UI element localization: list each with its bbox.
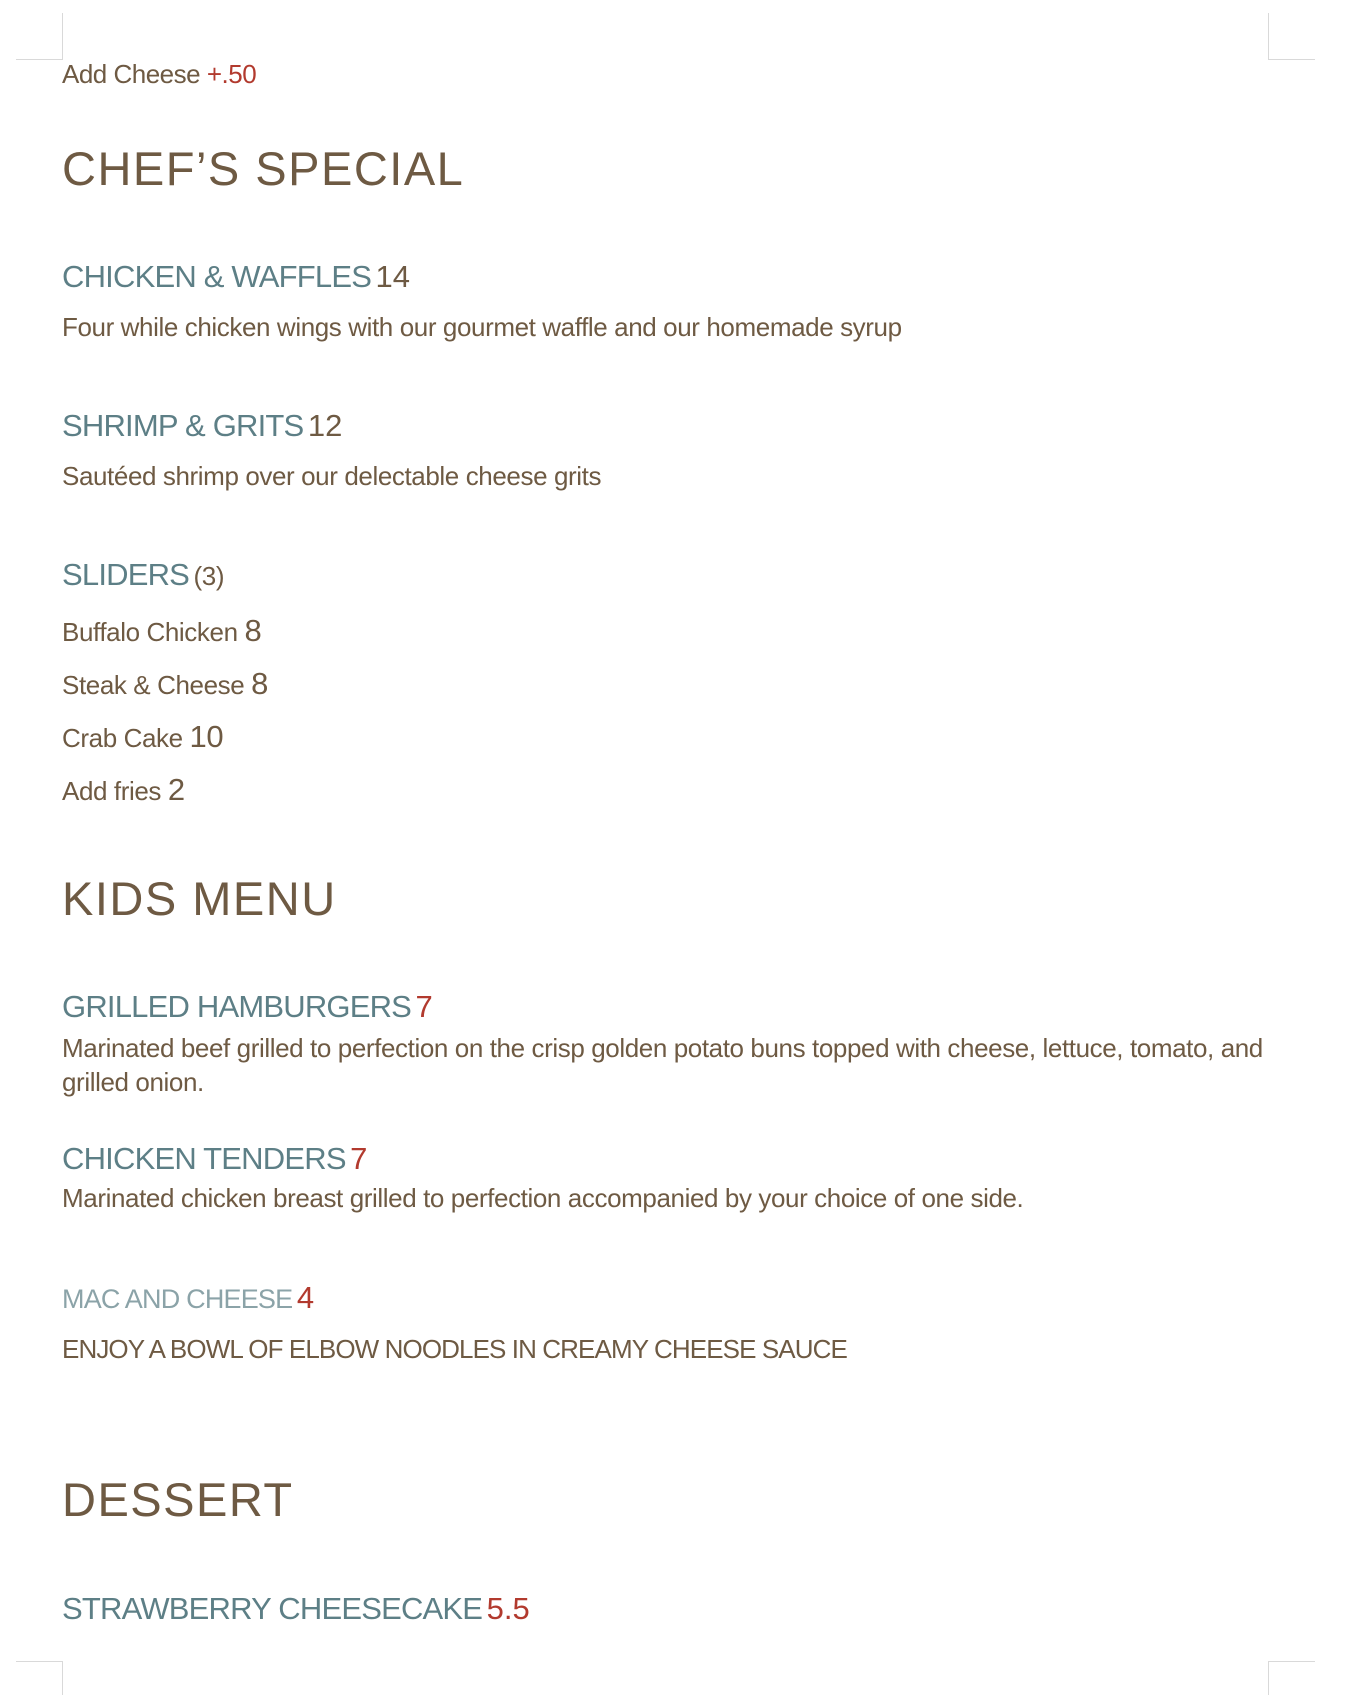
item-name: CHICKEN TENDERS xyxy=(62,1141,346,1176)
item-name: CHICKEN & WAFFLES xyxy=(62,259,372,294)
crop-mark-bottom-left xyxy=(16,1661,63,1695)
slider-option xyxy=(62,613,261,649)
item-price: 4 xyxy=(296,1280,315,1315)
item-description: Four while chicken wings with our gourmet waffle and our homemade syrup xyxy=(62,312,902,342)
slider-option-price: 8 xyxy=(244,613,262,648)
item-description: Marinated chicken breast grilled to perfection accompanied by your choice of one side. xyxy=(62,1183,1024,1213)
menu-item-mac-and-cheese xyxy=(62,1280,314,1316)
slider-option xyxy=(62,772,185,808)
menu-item-grilled-hamburgers xyxy=(62,989,433,1025)
item-name: SHRIMP & GRITS xyxy=(62,408,304,443)
item-description: ENJOY A BOWL OF ELBOW NOODLES IN CREAMY CHEESE SAUCE xyxy=(62,1334,847,1364)
item-name: GRILLED HAMBURGERS xyxy=(62,989,412,1024)
item-name: MAC AND CHEESE xyxy=(62,1284,293,1314)
add-cheese-price: +.50 xyxy=(206,59,257,89)
item-qty: (3) xyxy=(193,561,225,591)
section-title-chefs-special: CHEF’S SPECIAL xyxy=(62,142,465,195)
item-description: Sautéed shrimp over our delectable cheese grits xyxy=(62,461,602,491)
item-price: 12 xyxy=(307,408,343,443)
slider-option xyxy=(62,666,268,702)
crop-mark-top-right xyxy=(1268,13,1315,60)
add-cheese-line xyxy=(62,59,256,90)
crop-mark-bottom-right xyxy=(1268,1661,1315,1695)
item-name: STRAWBERRY CHEESECAKE xyxy=(62,1591,483,1626)
slider-option-price: 10 xyxy=(189,719,224,754)
item-price: 14 xyxy=(375,259,411,294)
menu-item-chicken-tenders xyxy=(62,1141,367,1177)
slider-option-price: 2 xyxy=(167,772,185,807)
menu-item-strawberry-cheesecake xyxy=(62,1591,530,1627)
item-price: 7 xyxy=(415,989,433,1024)
section-title-kids-menu: KIDS MENU xyxy=(62,872,337,925)
item-price: 5.5 xyxy=(486,1591,530,1626)
menu-item-shrimp-grits xyxy=(62,408,342,444)
menu-item-chicken-waffles xyxy=(62,259,410,295)
slider-option-label: Steak & Cheese xyxy=(62,670,245,700)
add-cheese-label: Add Cheese xyxy=(62,59,201,89)
item-price: 7 xyxy=(350,1141,368,1176)
menu-item-sliders xyxy=(62,557,224,593)
crop-mark-top-left xyxy=(16,13,63,60)
section-title-dessert: DESSERT xyxy=(62,1473,294,1526)
slider-option-price: 8 xyxy=(251,666,268,701)
slider-option-label: Add fries xyxy=(62,776,162,806)
slider-option-label: Crab Cake xyxy=(62,723,183,753)
slider-option-label: Buffalo Chicken xyxy=(62,617,238,647)
item-description: Marinated beef grilled to perfection on the crisp golden potato buns topped with cheese, lettuce, tomato, and grilled onion. xyxy=(62,1033,1263,1097)
item-name: SLIDERS xyxy=(62,557,190,592)
slider-option xyxy=(62,719,223,755)
